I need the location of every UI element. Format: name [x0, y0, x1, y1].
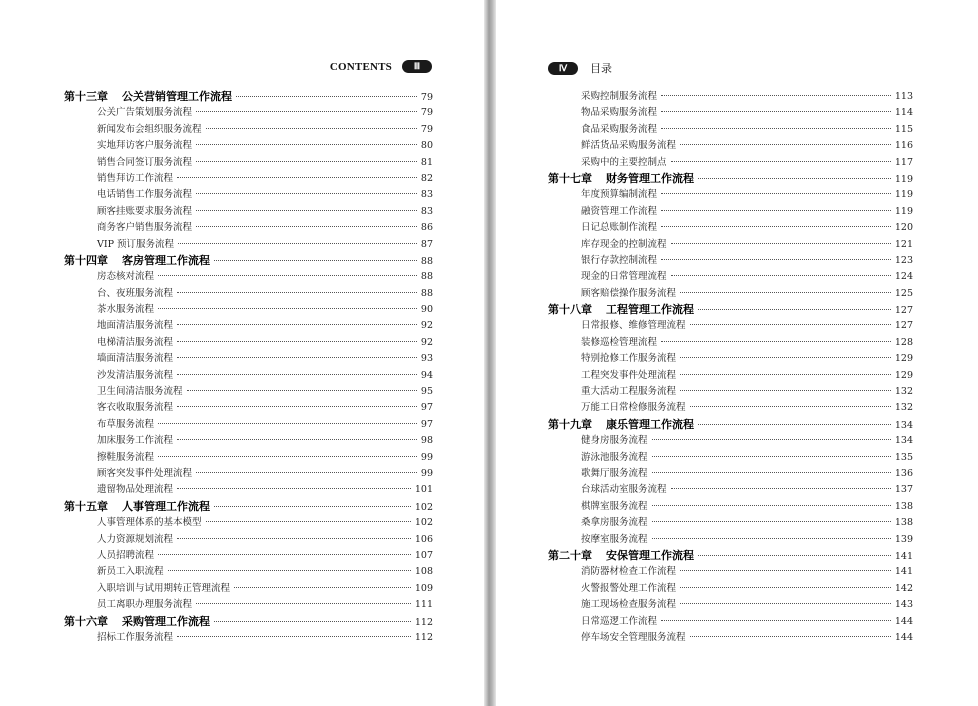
entry-title: 房态核对流程 [97, 271, 155, 283]
dot-leader [177, 356, 417, 358]
page-number: 87 [420, 238, 433, 250]
entry-title: 遗留物品处理流程 [97, 484, 174, 496]
page-number: 137 [894, 484, 913, 496]
chapter-title: 采购管理工作流程 [122, 614, 210, 628]
dot-leader [206, 127, 417, 129]
chapter-heading [548, 548, 694, 564]
page-number: 132 [894, 386, 913, 398]
dot-leader [661, 619, 891, 621]
toc-chapter-row[interactable] [64, 499, 433, 515]
toc-entry-row[interactable] [548, 630, 913, 646]
page-number: 92 [420, 336, 433, 348]
dot-leader [214, 259, 417, 261]
entry-title: 墙面清洁服务流程 [97, 353, 174, 365]
dot-leader [652, 455, 891, 457]
page-number: 125 [894, 287, 913, 299]
page-number: 107 [414, 549, 433, 561]
toc-entry-row[interactable] [548, 515, 913, 531]
entry-title: 地面清洁服务流程 [97, 320, 174, 332]
page-number: 128 [894, 336, 913, 348]
dot-leader [698, 308, 891, 310]
dot-leader [661, 258, 891, 260]
dot-leader [680, 389, 891, 391]
dot-leader [196, 192, 417, 194]
toc-entry-row[interactable] [548, 187, 913, 203]
chapter-number: 第十五章 [64, 499, 108, 513]
toc-entry-row[interactable] [64, 400, 433, 416]
entry-title: 顾客赔偿操作服务流程 [581, 287, 677, 299]
entry-title: 按摩室服务流程 [581, 533, 648, 545]
dot-leader [661, 94, 891, 96]
toc-chapter-row[interactable] [548, 171, 913, 187]
chapter-number: 第十四章 [64, 253, 108, 267]
entry-title: VIP 预订服务流程 [97, 238, 175, 250]
page-number: 119 [894, 173, 913, 185]
entry-title: 物品采购服务流程 [581, 107, 658, 119]
entry-title: 顾客突发事件处理流程 [97, 467, 193, 479]
page-number: 132 [894, 402, 913, 414]
page-number: 138 [894, 517, 913, 529]
toc-entry-row[interactable] [64, 564, 433, 580]
dot-leader [671, 274, 891, 276]
toc-entry-row[interactable] [64, 351, 433, 367]
entry-title: 沙发清洁服务流程 [97, 369, 174, 381]
entry-title: 人员招聘流程 [97, 549, 155, 561]
toc-entry-row[interactable] [64, 532, 433, 548]
dot-leader [661, 340, 891, 342]
page-number: 142 [894, 582, 913, 594]
dot-leader [177, 176, 417, 178]
page-number: 141 [894, 566, 913, 578]
chapter-title: 安保管理工作流程 [606, 548, 694, 562]
chapter-title: 人事管理工作流程 [122, 499, 210, 513]
dot-leader [178, 242, 417, 244]
dot-leader [196, 160, 417, 162]
toc-entry-row[interactable] [548, 138, 913, 154]
toc-entry-row[interactable] [64, 597, 433, 613]
left-page [0, 0, 484, 706]
entry-title: 消防器材检查工作流程 [581, 566, 677, 578]
page-number-badge: Ⅳ [548, 62, 578, 75]
chapter-heading [64, 614, 210, 630]
toc-entry-row[interactable] [64, 286, 433, 302]
toc-chapter-row[interactable] [548, 302, 913, 318]
entry-title: 万能工日常检修服务流程 [581, 402, 686, 414]
dot-leader [206, 520, 411, 522]
chapter-title: 公关营销管理工作流程 [122, 90, 232, 103]
page-number: 115 [894, 123, 913, 135]
toc-chapter-row[interactable] [64, 614, 433, 630]
toc-entry-row[interactable] [548, 253, 913, 269]
toc-entry-row[interactable] [64, 433, 433, 449]
dot-leader [652, 520, 891, 522]
entry-title: 人事管理体系的基本模型 [97, 517, 202, 529]
dot-leader [234, 586, 411, 588]
page-number: 127 [894, 305, 913, 317]
toc-entry-row[interactable] [548, 384, 913, 400]
chapter-number: 第十八章 [548, 303, 592, 317]
entry-title: 年度预算编制流程 [581, 189, 658, 201]
entry-title: 员工离职办理服务流程 [97, 599, 193, 611]
toc-entry-row[interactable] [64, 515, 433, 531]
dot-leader [236, 95, 417, 97]
page-number: 141 [894, 550, 913, 562]
entry-title: 实地拜访客户服务流程 [97, 140, 193, 152]
dot-leader [652, 504, 891, 506]
dot-leader [187, 389, 417, 391]
toc-entry-row[interactable] [548, 597, 913, 613]
toc-list-left [64, 89, 433, 646]
chapter-number: 第十七章 [548, 171, 592, 185]
dot-leader [698, 423, 891, 425]
entry-title: 装修巡检管理流程 [581, 336, 658, 348]
toc-entry-row[interactable] [548, 614, 913, 630]
page-number: 79 [420, 92, 433, 103]
page-number: 80 [420, 140, 433, 152]
toc-entry-row[interactable] [548, 499, 913, 515]
dot-leader [177, 323, 417, 325]
chapter-heading [548, 171, 694, 187]
page-number: 112 [414, 631, 433, 643]
dot-leader [177, 373, 417, 375]
toc-entry-row[interactable] [64, 318, 433, 334]
page-number: 129 [894, 353, 913, 365]
entry-title: 融资管理工作流程 [581, 205, 658, 217]
page-number: 123 [894, 254, 913, 266]
dot-leader [214, 505, 411, 507]
dot-leader [680, 373, 891, 375]
dot-leader [680, 291, 891, 293]
toc-entry-row[interactable] [548, 466, 913, 482]
entry-title: 日常巡逻工作流程 [581, 615, 658, 627]
toc-entry-row[interactable] [64, 155, 433, 171]
dot-leader [652, 537, 891, 539]
page-number-badge: Ⅲ [402, 60, 432, 73]
dot-leader [671, 160, 891, 162]
toc-entry-row[interactable] [64, 548, 433, 564]
dot-leader [177, 635, 411, 637]
page-number: 95 [420, 386, 433, 398]
page-number: 134 [894, 435, 913, 447]
toc-entry-row[interactable] [548, 286, 913, 302]
chapter-heading [548, 417, 694, 433]
dot-leader [680, 143, 891, 145]
page-number: 119 [894, 205, 913, 217]
dot-leader [177, 340, 417, 342]
dot-leader [168, 569, 411, 571]
chapter-number: 第十三章 [64, 90, 108, 103]
entry-title: 特别抢修工作服务流程 [581, 353, 677, 365]
entry-title: 棋牌室服务流程 [581, 500, 648, 512]
chapter-heading [64, 499, 210, 515]
entry-title: 布草服务流程 [97, 418, 155, 430]
entry-title: 工程突发事件处理流程 [581, 369, 677, 381]
chapter-heading [548, 302, 694, 318]
entry-title: 采购控制服务流程 [581, 91, 658, 102]
page-number: 82 [420, 172, 433, 184]
page-number: 144 [894, 631, 913, 643]
left-page-header [330, 60, 432, 73]
chapter-title: 客房管理工作流程 [122, 253, 210, 267]
dot-leader [177, 291, 417, 293]
page-number: 79 [420, 123, 433, 135]
toc-entry-row[interactable] [548, 155, 913, 171]
page-number: 92 [420, 320, 433, 332]
entry-title: 茶水服务流程 [97, 304, 155, 316]
toc-entry-row[interactable] [548, 450, 913, 466]
toc-entry-row[interactable] [64, 466, 433, 482]
chapter-number: 第十九章 [548, 417, 592, 431]
toc-entry-row[interactable] [64, 417, 433, 433]
page-number: 121 [894, 238, 913, 250]
dot-leader [196, 471, 417, 473]
dot-leader [671, 487, 891, 489]
page-number: 129 [894, 369, 913, 381]
toc-entry-row[interactable] [548, 482, 913, 498]
toc-entry-row[interactable] [64, 204, 433, 220]
toc-entry-row[interactable] [64, 220, 433, 236]
dot-leader [680, 602, 891, 604]
dot-leader [680, 569, 891, 571]
dot-leader [680, 586, 891, 588]
toc-entry-row[interactable] [548, 237, 913, 253]
dot-leader [661, 110, 891, 112]
toc-entry-row[interactable] [64, 171, 433, 187]
toc-entry-row[interactable] [64, 302, 433, 318]
dot-leader [158, 307, 417, 309]
page-number: 113 [894, 91, 913, 102]
dot-leader [177, 405, 417, 407]
entry-title: 库存现金的控制流程 [581, 238, 667, 250]
page-number: 88 [420, 271, 433, 283]
entry-title: 擦鞋服务流程 [97, 451, 155, 463]
toc-chapter-row[interactable] [548, 417, 913, 433]
entry-title: 鲜活货品采购服务流程 [581, 140, 677, 152]
page-number: 124 [894, 271, 913, 283]
toc-list-right [548, 89, 913, 646]
dot-leader [680, 356, 891, 358]
page-number: 143 [894, 599, 913, 611]
page-number: 119 [894, 189, 913, 201]
page-number: 111 [414, 599, 433, 611]
page-number: 112 [414, 616, 433, 628]
page-number: 99 [420, 451, 433, 463]
page-number: 101 [414, 484, 433, 496]
toc-entry-row[interactable] [64, 187, 433, 203]
chapter-title: 工程管理工作流程 [606, 303, 694, 317]
toc-entry-row[interactable] [548, 105, 913, 121]
chapter-title: 康乐管理工作流程 [606, 417, 694, 431]
dot-leader [177, 487, 411, 489]
entry-title: 人力资源规划流程 [97, 533, 174, 545]
dot-leader [661, 127, 891, 129]
toc-entry-row[interactable] [548, 581, 913, 597]
entry-title: 电话销售工作服务流程 [97, 189, 193, 201]
toc-entry-row[interactable] [64, 368, 433, 384]
toc-entry-row[interactable] [548, 400, 913, 416]
toc-entry-row[interactable] [548, 89, 913, 105]
entry-title: 销售拜访工作流程 [97, 172, 174, 184]
entry-title: 火警报警处理工作流程 [581, 582, 677, 594]
book-gutter [484, 0, 496, 706]
dot-leader [652, 471, 891, 473]
dot-leader [196, 143, 417, 145]
entry-title: 食品采购服务流程 [581, 123, 658, 135]
page-number: 114 [894, 107, 913, 119]
dot-leader [177, 438, 417, 440]
entry-title: 电梯清洁服务流程 [97, 336, 174, 348]
entry-title: 新闻发布会组织服务流程 [97, 123, 202, 135]
toc-entry-row[interactable] [548, 351, 913, 367]
page-number: 88 [420, 255, 433, 267]
dot-leader [196, 225, 417, 227]
entry-title: 日常报修、维修管理流程 [581, 320, 686, 332]
toc-entry-row[interactable] [64, 630, 433, 646]
page-number: 102 [414, 517, 433, 529]
dot-leader [652, 438, 891, 440]
toc-chapter-row[interactable] [548, 548, 913, 564]
dot-leader [196, 110, 417, 112]
page-number: 98 [420, 435, 433, 447]
toc-entry-row[interactable] [548, 335, 913, 351]
page-number: 97 [420, 402, 433, 414]
dot-leader [661, 192, 891, 194]
page-number: 79 [420, 107, 433, 119]
toc-entry-row[interactable] [64, 105, 433, 121]
entry-title: 停车场安全管理服务流程 [581, 631, 686, 643]
page-number: 117 [894, 156, 913, 168]
chapter-number: 第二十章 [548, 548, 592, 562]
entry-title: 游泳池服务流程 [581, 451, 648, 463]
entry-title: 台、夜班服务流程 [97, 287, 174, 299]
entry-title: 招标工作服务流程 [97, 631, 174, 643]
entry-title: 客衣收取服务流程 [97, 402, 174, 414]
entry-title: 施工现场检查服务流程 [581, 599, 677, 611]
entry-title: 健身房服务流程 [581, 435, 648, 447]
page-number: 120 [894, 222, 913, 234]
toc-entry-row[interactable] [548, 532, 913, 548]
chapter-number: 第十六章 [64, 614, 108, 628]
dot-leader [158, 422, 417, 424]
dot-leader [698, 177, 891, 179]
toc-entry-row[interactable] [64, 450, 433, 466]
page-number: 97 [420, 418, 433, 430]
dot-leader [158, 455, 417, 457]
toc-entry-row[interactable] [64, 384, 433, 400]
page-number: 138 [894, 500, 913, 512]
entry-title: 销售合同签订服务流程 [97, 156, 193, 168]
entry-title: 银行存款控制流程 [581, 254, 658, 266]
entry-title: 公关广告策划服务流程 [97, 107, 193, 119]
toc-entry-row[interactable] [64, 335, 433, 351]
dot-leader [158, 553, 411, 555]
toc-entry-row[interactable] [548, 318, 913, 334]
page-number: 134 [894, 419, 913, 431]
toc-entry-row[interactable] [64, 122, 433, 138]
page-number: 108 [414, 566, 433, 578]
toc-entry-row[interactable] [64, 269, 433, 285]
toc-entry-row[interactable] [548, 269, 913, 285]
dot-leader [671, 242, 891, 244]
page-number: 99 [420, 467, 433, 479]
page-number: 93 [420, 353, 433, 365]
dot-leader [698, 554, 891, 556]
page-number: 109 [414, 582, 433, 594]
page-number: 139 [894, 533, 913, 545]
chapter-heading [64, 89, 232, 105]
toc-entry-row[interactable] [64, 237, 433, 253]
toc-entry-row[interactable] [64, 581, 433, 597]
toc-entry-row[interactable] [64, 138, 433, 154]
toc-chapter-row[interactable] [64, 89, 433, 105]
entry-title: 卫生间清洁服务流程 [97, 386, 183, 398]
page-number: 102 [414, 501, 433, 513]
contents-heading: CONTENTS [329, 60, 392, 73]
page-number: 86 [420, 222, 433, 234]
entry-title: 采购中的主要控制点 [581, 156, 667, 168]
dot-leader [214, 620, 411, 622]
right-page [496, 0, 978, 706]
page-number: 127 [894, 320, 913, 332]
entry-title: 加床服务工作流程 [97, 435, 174, 447]
page-number: 136 [894, 467, 913, 479]
entry-title: 歌舞厅服务流程 [581, 467, 648, 479]
toc-entry-row[interactable] [548, 122, 913, 138]
right-page-header [548, 60, 612, 76]
toc-entry-row[interactable] [548, 204, 913, 220]
page-number: 144 [894, 615, 913, 627]
dot-leader [196, 602, 411, 604]
toc-entry-row[interactable] [548, 220, 913, 236]
entry-title: 新员工入职流程 [97, 566, 164, 578]
dot-leader [661, 209, 891, 211]
chapter-heading [64, 253, 210, 269]
dot-leader [661, 225, 891, 227]
dot-leader [196, 209, 417, 211]
page-number: 81 [420, 156, 433, 168]
entry-title: 商务客户销售服务流程 [97, 222, 193, 234]
entry-title: 日记总账制作流程 [581, 222, 658, 234]
entry-title: 台球活动室服务流程 [581, 484, 667, 496]
dot-leader [690, 405, 891, 407]
toc-entry-row[interactable] [548, 564, 913, 580]
dot-leader [158, 274, 417, 276]
entry-title: 重大活动工程服务流程 [581, 386, 677, 398]
page-number: 83 [420, 205, 433, 217]
entry-title: 入职培训与试用期转正管理流程 [97, 582, 231, 594]
toc-chapter-row[interactable] [64, 253, 433, 269]
page-number: 116 [894, 140, 913, 152]
entry-title: 桑拿房服务流程 [581, 517, 648, 529]
page-number: 135 [894, 451, 913, 463]
page-number: 94 [420, 369, 433, 381]
page-number: 90 [420, 304, 433, 316]
page-number: 88 [420, 287, 433, 299]
entry-title: 现金的日常管理流程 [581, 271, 667, 283]
dot-leader [177, 537, 411, 539]
dot-leader [690, 635, 891, 637]
entry-title: 顾客挂账要求服务流程 [97, 205, 193, 217]
page-number: 106 [414, 533, 433, 545]
chapter-title: 财务管理工作流程 [606, 171, 694, 185]
contents-heading: 目录 [590, 62, 612, 75]
toc-entry-row[interactable] [548, 368, 913, 384]
dot-leader [690, 323, 891, 325]
toc-entry-row[interactable] [64, 482, 433, 498]
toc-entry-row[interactable] [548, 433, 913, 449]
page-number: 83 [420, 189, 433, 201]
